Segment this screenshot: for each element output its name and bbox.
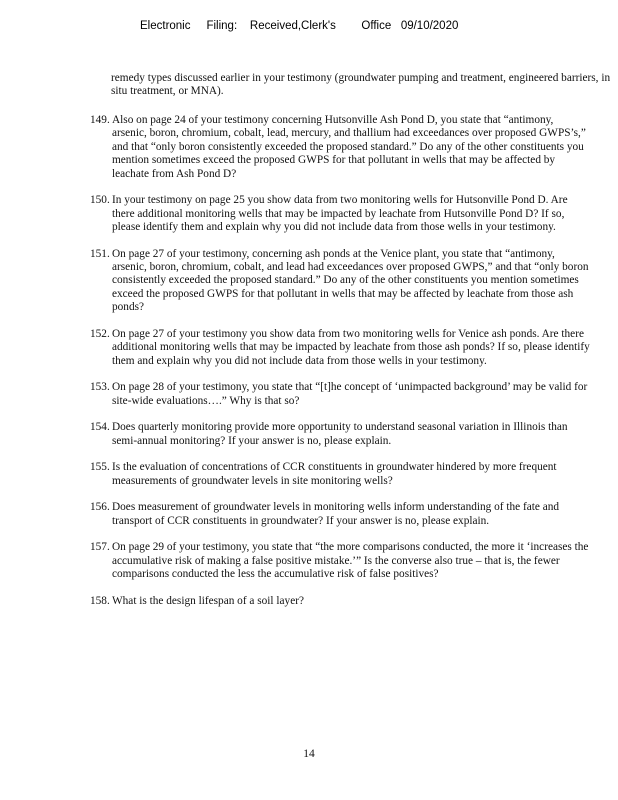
question-text: On page 27 of your testimony, concerning ash ponds at the Venice plant, you state that “antimony, arsenic, boron, chromium, cobalt, and lead had exceedances over proposed GWPS,” and that “only boron consistently exceeded the proposed standard.” Do any of the other constituents you mention sometimes exceed the proposed GWPS for that pollutant in wells that may be affected by leachate from those ash ponds? <box>112 247 589 314</box>
question-text: What is the design lifespan of a soil layer? <box>112 594 304 607</box>
question-item <box>90 114 590 181</box>
question-item <box>90 541 590 581</box>
filing-header: Electronic Filing: Received,Clerk's Office 09/10/2020 <box>140 20 459 32</box>
question-item <box>90 248 590 315</box>
question-number: 149. <box>90 114 110 126</box>
question-number: 153. <box>90 381 110 394</box>
question-item <box>90 328 590 368</box>
question-number: 151. <box>90 247 110 260</box>
question-number: 150. <box>90 194 110 207</box>
question-list <box>90 114 590 621</box>
question-number: 158. <box>90 594 110 607</box>
question-text: Also on page 24 of your testimony concerning Hutsonville Ash Pond D, you state that “antimony, arsenic, boron, chromium, cobalt, lead, mercury, and thallium had exceedances over proposed GWPS’s,” and that “only boron consistently exceeded the proposed standard.” Do any of the other constituents you mention sometimes exceed the proposed GWPS for that pollutant in wells that may be affected by leachate from Ash Pond D? <box>112 114 586 180</box>
page-number: 14 <box>303 748 315 760</box>
question-number: 152. <box>90 327 110 340</box>
question-number: 157. <box>90 541 110 554</box>
question-number: 156. <box>90 501 110 514</box>
question-text: On page 29 of your testimony, you state that “the more comparisons conducted, the more it ‘increases the accumulative risk of making a false positive mistake.’” Is the converse also true – that is, the fewer comparisons conducted the less the accumulative risk of false positives? <box>112 541 589 581</box>
question-item <box>90 595 590 608</box>
question-number: 155. <box>90 461 110 474</box>
question-text: On page 27 of your testimony you show data from two monitoring wells for Venice ash ponds. Are there additional monitoring wells that may be impacted by leachate from those ash ponds? If so, please identify them and explain why you did not include data from those wells in your testimony. <box>112 327 590 367</box>
question-text: Does measurement of groundwater levels in monitoring wells inform understanding of the fate and transport of CCR constituents in groundwater? If your answer is no, please explain. <box>112 501 560 527</box>
question-text: Does quarterly monitoring provide more opportunity to understand seasonal variation in Illinois than semi-annual monitoring? If your answer is no, please explain. <box>112 421 568 447</box>
question-number: 154. <box>90 421 110 434</box>
question-text: On page 28 of your testimony, you state that “[t]he concept of ‘unimpacted background’ may be valid for site-wide evaluations….” Why is that so? <box>112 381 588 407</box>
question-text: In your testimony on page 25 you show data from two monitoring wells for Hutsonville Pond D. Are there additional monitoring wells that may be impacted by leachate from Hutsonville Pond D? If so, please identify them and explain why you did not include data from those wells in your testimony. <box>112 194 568 234</box>
question-item <box>90 461 590 488</box>
question-text: Is the evaluation of concentrations of CCR constituents in groundwater hindered by more frequent measurements of groundwater levels in site monitoring wells? <box>112 461 557 487</box>
question-item <box>90 421 590 448</box>
continuation-paragraph: remedy types discussed earlier in your testimony (groundwater pumping and treatment, engineered barriers, in situ treatment, or MNA). <box>111 72 611 98</box>
question-item <box>90 194 590 234</box>
question-item <box>90 501 590 528</box>
question-item <box>90 381 590 408</box>
